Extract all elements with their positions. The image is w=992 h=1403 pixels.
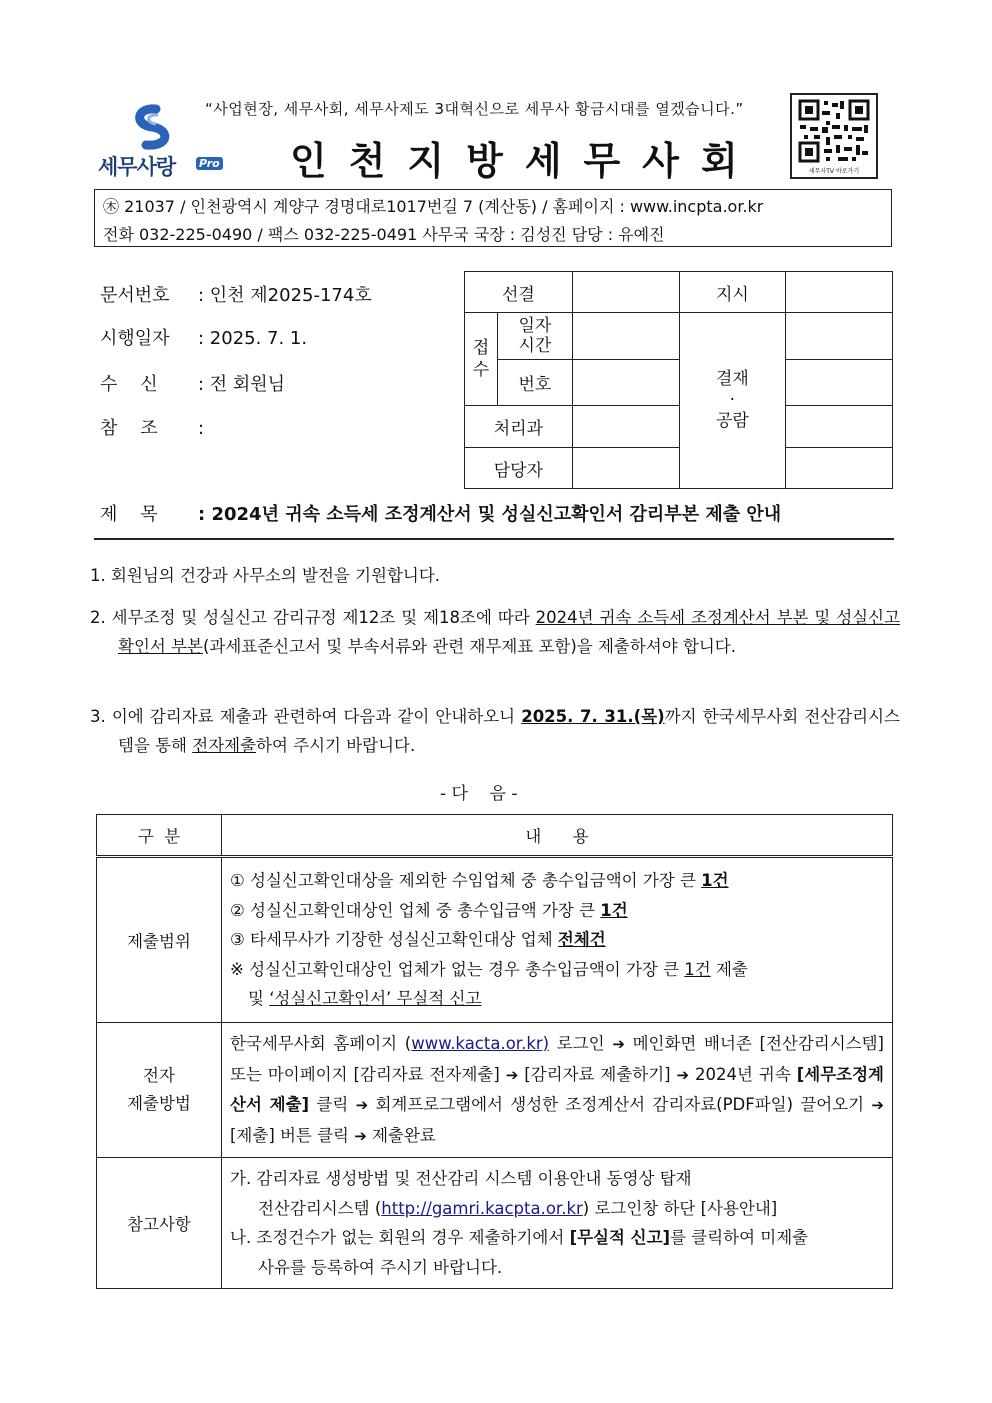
row-label-method: 전자 제출방법 <box>97 1023 222 1158</box>
cheorigwa-cell: 처리과 <box>465 406 573 448</box>
address-box <box>94 189 892 247</box>
issue-date-value: : 2025. 7. 1. <box>198 328 308 349</box>
gamri-link[interactable]: http://gamri.kacpta.or.kr <box>381 1198 583 1218</box>
e-submission: 전자제출 <box>192 736 257 755</box>
scope-line-3: ③ 타세무사가 기장한 성실신고확인대상 업체 전체건 <box>230 930 606 950</box>
arrow-right-icon: ➔ <box>612 1035 625 1053</box>
paragraph-2 <box>90 603 900 661</box>
arrow-right-icon: ➔ <box>355 1096 369 1114</box>
blank-cell[interactable] <box>786 406 893 448</box>
doc-number <box>100 281 372 307</box>
qr-code[interactable] <box>790 93 878 179</box>
recipient-value: : 전 회원님 <box>198 374 286 395</box>
reference-label: 참 조 <box>100 418 158 439</box>
qr-code-icon <box>792 97 876 165</box>
scope-line-4: ※ 성실신고확인대상인 업체가 없는 경우 총수입금액이 가장 큰 1건 제출 <box>230 959 748 979</box>
notes-line-2: 전산감리시스템 (http://gamri.kacpta.or.kr) 로그인창 하단 [사용안내] <box>258 1198 778 1218</box>
subject-text: : 2024년 귀속 소득세 조정계산서 및 성실신고확인서 감리부본 제출 안내 <box>198 504 782 525</box>
blank-cell[interactable] <box>786 272 893 313</box>
arrow-right-icon: ➔ <box>871 1096 884 1114</box>
beonho-cell: 번호 <box>497 360 572 406</box>
blank-cell[interactable] <box>786 448 893 489</box>
issue-date-label: 시행일자 <box>100 328 170 349</box>
blank-cell[interactable] <box>786 360 893 406</box>
address-line: ㊍ 21037 / 인천광역시 계양구 경명대로1017번길 7 (계산동) / 홈페이지 : www.incpta.or.kr <box>103 197 764 216</box>
reference <box>100 414 204 440</box>
notes-line-1: 가. 감리자료 생성방법 및 전산감리 시스템 이용안내 동영상 탑재 <box>230 1169 692 1188</box>
blank-cell[interactable] <box>786 313 893 360</box>
daum-heading: - 다 음 - <box>440 784 518 804</box>
ilja-cell: 일자 시간 <box>497 313 572 360</box>
header-content: 내 용 <box>222 815 893 857</box>
paragraph-1: 1. 회원님의 건강과 사무소의 발전을 기원합니다. <box>90 566 441 585</box>
org-title: 인천지방세무사회 <box>290 139 760 183</box>
doc-number-label: 문서번호 <box>100 285 170 306</box>
scope-line-5: 및 ‘성실신고확인서’ 무실적 신고 <box>248 989 482 1009</box>
blank-cell[interactable] <box>572 272 679 313</box>
blank-cell[interactable] <box>572 448 679 489</box>
paragraph-2-intro: 2. 세무조정 및 성실신고 감리규정 제12조 및 제18조에 따라 <box>90 608 536 627</box>
notes-line-3: 나. 조정건수가 없는 회원의 경우 제출하기에서 [무실적 신고]를 클릭하여 미제출 <box>230 1228 809 1247</box>
blank-cell[interactable] <box>572 313 679 360</box>
jeopsu-cell: 접 수 <box>465 313 498 406</box>
approval-table <box>464 271 893 489</box>
row-content-method: 한국세무사회 홈페이지 (www.kacta.or.kr) 로그인 ➔ 메인화면 배너존 [전산감리시스템] 또는 마이페이지 [감리자료 전자제출] ➔ [감리자료 제출하기] ➔ 2024년 귀속 [세무조정계산서 제출] 클릭 ➔ 회계프로그램에서 생성한 조정계산서 감리자료(PDF파일) 끌어오기 ➔ [제출] 버튼 클릭 ➔ 제출완료 <box>222 1023 893 1158</box>
reference-value: : <box>198 418 205 439</box>
doc-number-value: : 인천 제2025-174호 <box>198 285 372 306</box>
subject <box>100 500 781 526</box>
arrow-right-icon: ➔ <box>676 1065 690 1084</box>
arrow-right-icon: ➔ <box>354 1126 367 1145</box>
paragraph-3-mid: 까지 한국세무사회 전산감리시스템을 통해 <box>118 707 900 755</box>
blank-cell[interactable] <box>572 406 679 448</box>
paragraph-2-rest: (과세표준신고서 및 부속서류와 관련 재무제표 포함)을 제출하셔야 합니다. <box>202 637 736 656</box>
recipient <box>100 370 285 396</box>
paragraph-3-end: 하여 주시기 바랍니다. <box>256 736 416 755</box>
info-table <box>96 814 893 1289</box>
notes-line-4: 사유를 등록하여 주시기 바랍니다. <box>258 1257 503 1277</box>
slogan: “사업현장, 세무사회, 세무사제도 3대혁신으로 세무사 황금시대를 열겠습니다.” <box>205 100 744 118</box>
kacta-link[interactable]: www.kacta.or.kr) <box>411 1034 550 1053</box>
row-content-scope <box>222 857 893 1023</box>
row-content-notes <box>222 1158 893 1289</box>
scope-line-2: ② 성실신고확인대상인 업체 중 총수입금액 가장 큰 1건 <box>230 900 628 920</box>
scope-line-1: ① 성실신고확인대상을 제외한 수임업체 중 총수입금액이 가장 큰 1건 <box>230 871 729 891</box>
issue-date <box>100 324 307 350</box>
row-label-notes: 참고사항 <box>97 1158 222 1289</box>
jisi-cell: 지시 <box>679 272 786 313</box>
paragraph-2-underline: 2024년 귀속 소득세 조정계산서 부본 및 성실신고확인서 부본 <box>118 608 900 656</box>
blank-cell[interactable] <box>572 360 679 406</box>
arrow-right-icon: ➔ <box>505 1065 519 1084</box>
header-category: 구 분 <box>97 815 222 857</box>
row-label-scope: 제출범위 <box>97 857 222 1023</box>
logo-badge: Pro <box>196 157 223 170</box>
seongyeol-cell: 선결 <box>465 272 573 313</box>
damdangja-cell: 담당자 <box>465 448 573 489</box>
deadline-date: 2025. 7. 31.(목) <box>521 707 665 726</box>
gyeoljae-cell: 결재 · 공람 <box>679 313 786 489</box>
divider <box>94 538 894 540</box>
contact-line: 전화 032-225-0490 / 팩스 032-225-0491 사무국 국장 : 김성진 담당 : 유예진 <box>103 225 665 244</box>
subject-label: 제 목 <box>100 504 158 525</box>
recipient-label: 수 신 <box>100 374 158 395</box>
logo-text: 세무사랑 <box>98 155 176 179</box>
paragraph-3 <box>90 702 900 760</box>
paragraph-3-intro: 3. 이에 감리자료 제출과 관련하여 다음과 같이 안내하오니 <box>90 707 522 726</box>
qr-caption: 세무사TV 바로가기 <box>808 168 860 175</box>
